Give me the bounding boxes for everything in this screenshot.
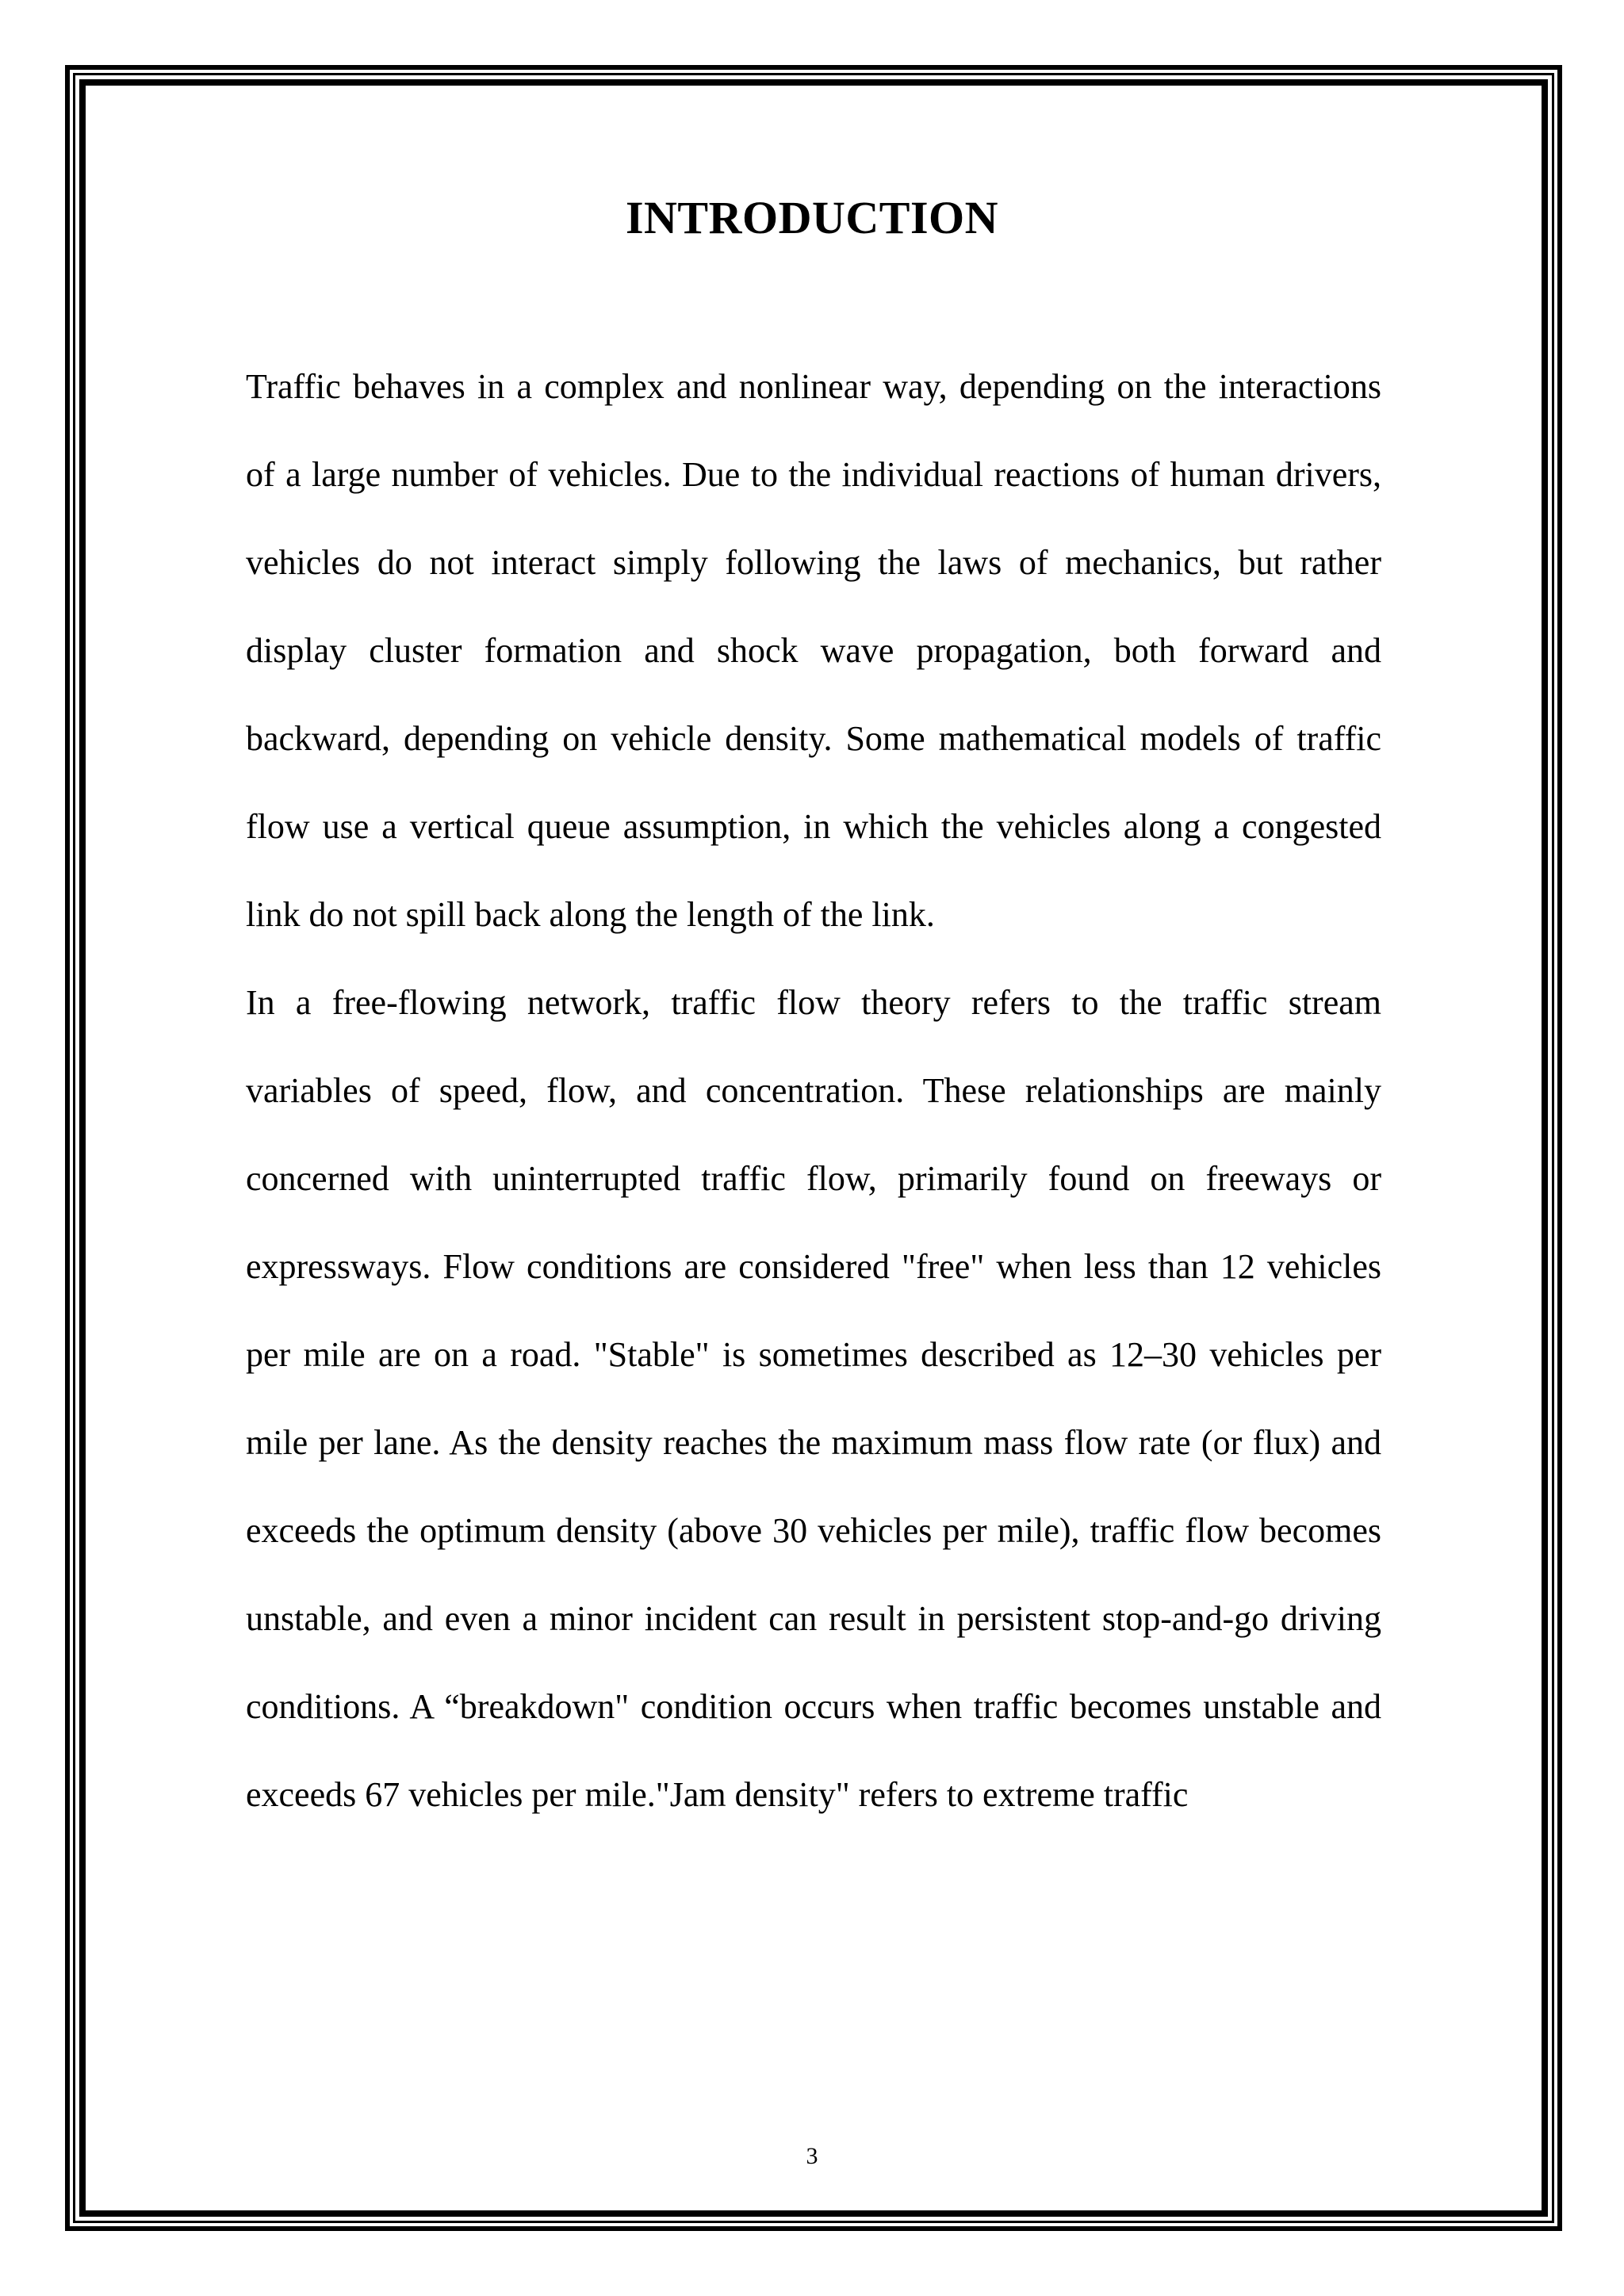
paragraph-1: Traffic behaves in a complex and nonlinear way, depending on the interactions of a large number of vehicles. Due to the individual reactions of human drivers, vehicles do not interact simply following the laws of mechanics, but rather display cluster formation and shock wave propagation, both forward and backward, depending on vehicle density. Some mathematical models of traffic flow use a vertical queue assumption, in which the vehicles along a congested link do not spill back along the length of the link.	[246, 367, 1381, 934]
page-number: 3	[806, 2143, 818, 2169]
document-body	[246, 342, 1381, 1839]
page-title: INTRODUCTION	[625, 192, 999, 243]
paragraph-2: In a free-flowing network, traffic flow theory refers to the traffic stream variables of speed, flow, and concentration. These relationships are mainly concerned with uninterrupted traffic flow, primarily found on freeways or expressways. Flow conditions are considered "free" when less than 12 vehicles per mile are on a road. "Stable" is sometimes described as 12–30 vehicles per mile per lane. As the density reaches the maximum mass flow rate (or flux) and exceeds the optimum density (above 30 vehicles per mile), traffic flow becomes unstable, and even a minor incident can result in persistent stop-and-go driving conditions. A “breakdown" condition occurs when traffic becomes unstable and exceeds 67 vehicles per mile."Jam density" refers to extreme traffic	[246, 983, 1381, 1814]
